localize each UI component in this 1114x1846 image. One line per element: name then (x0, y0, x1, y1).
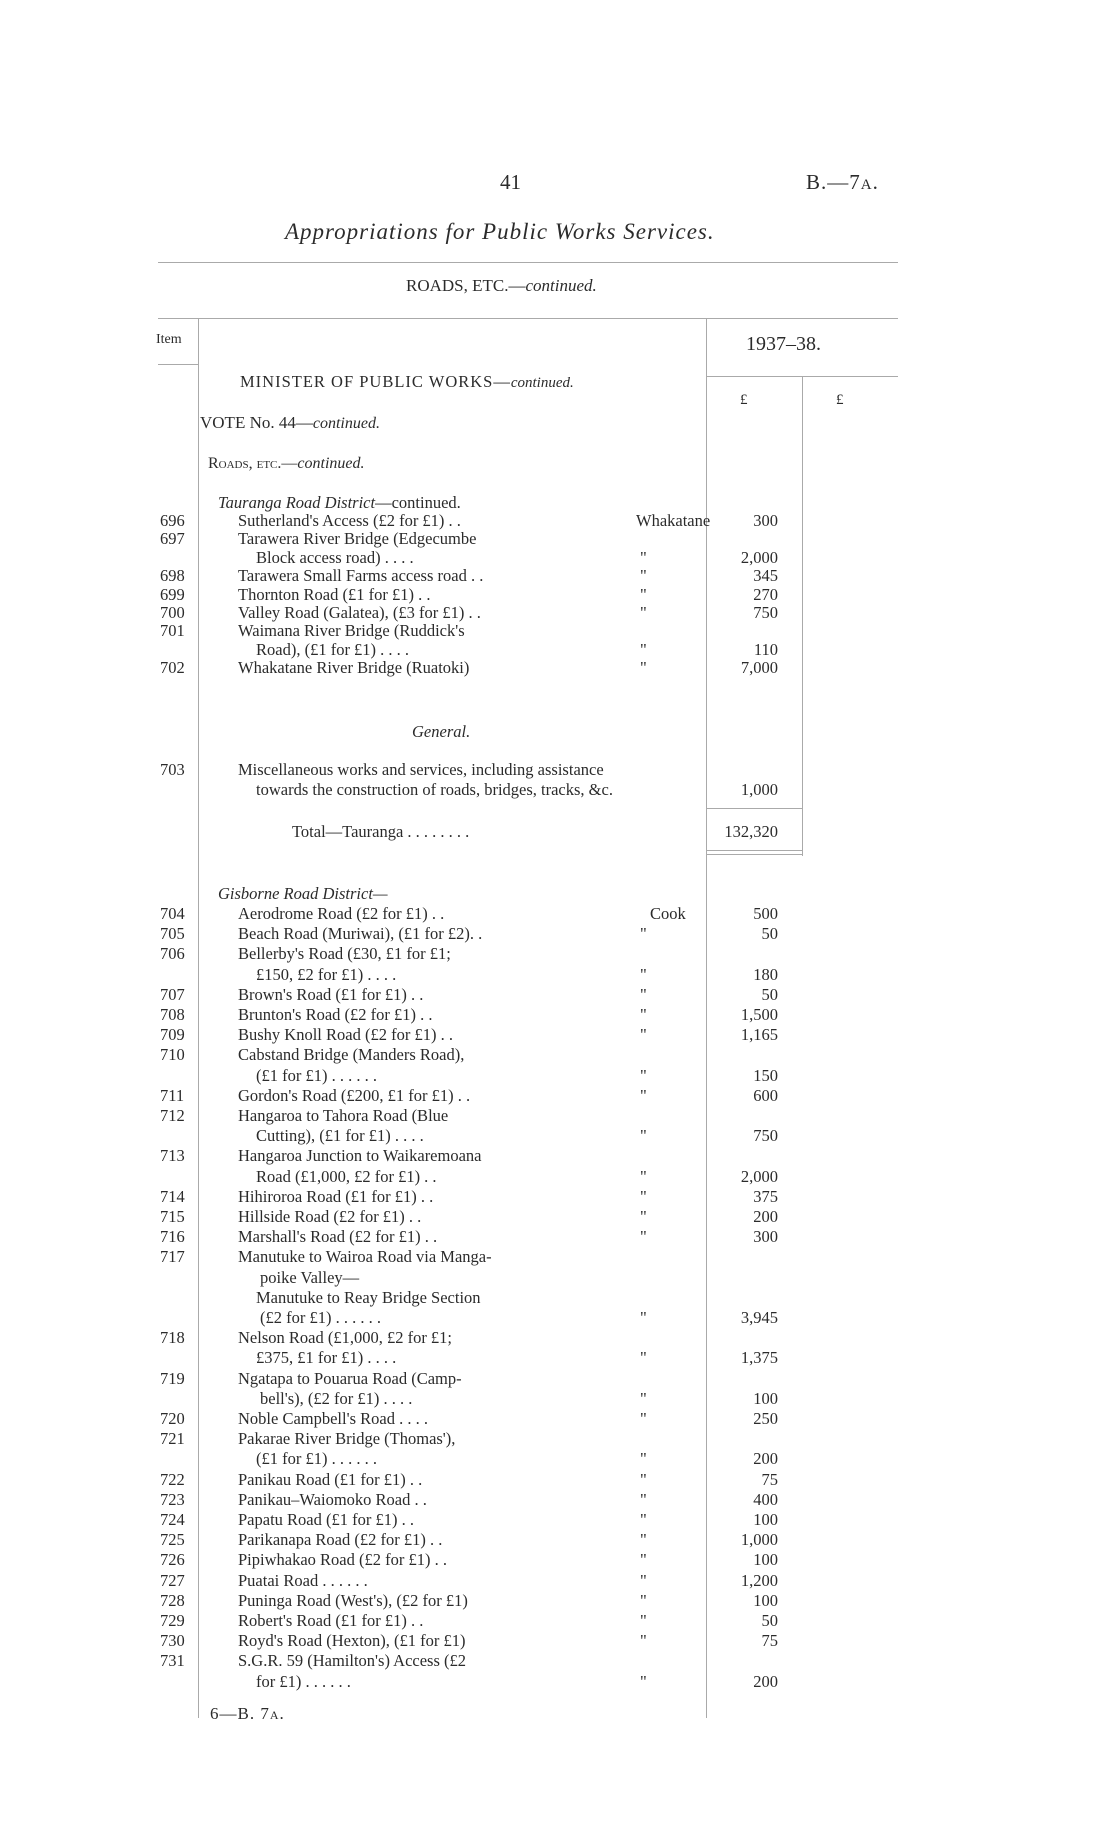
table-row (0, 1328, 1114, 1348)
table-row (0, 1672, 1114, 1692)
item-number: 705 (160, 924, 185, 944)
item-place: " (640, 1166, 647, 1186)
item-place: " (640, 1550, 647, 1570)
table-row (0, 658, 1114, 678)
table-row (0, 1126, 1114, 1146)
item-place: " (640, 1530, 647, 1550)
item-number: 702 (160, 658, 185, 678)
table-row (0, 1005, 1114, 1025)
table-row (0, 1348, 1114, 1368)
table-row (0, 1187, 1114, 1207)
item-place: " (640, 1085, 647, 1105)
item-number: 727 (160, 1570, 185, 1590)
item-description: Noble Campbell's Road . . . . (238, 1409, 428, 1428)
item-amount: 750 (753, 603, 778, 622)
vote-label: VOTE No. 44— (200, 413, 313, 432)
item-place: " (640, 1611, 647, 1630)
item-amount: 2,000 (740, 1166, 778, 1186)
item-description: Nelson Road (£1,000, £2 for £1; (238, 1328, 453, 1348)
tauranga-district-name: Tauranga Road District (218, 493, 376, 512)
table-row (0, 1086, 1114, 1106)
item-amount: 1,375 (740, 1348, 778, 1368)
table-top-rule (158, 318, 898, 319)
table-row (0, 1449, 1114, 1469)
item-number: 704 (160, 904, 185, 923)
misc-amount-row (0, 780, 1114, 800)
item-place: " (640, 1005, 647, 1024)
item-amount: 1,500 (740, 1005, 778, 1024)
item-number: 730 (160, 1631, 185, 1651)
table-row (0, 1470, 1114, 1490)
item-number: 728 (160, 1590, 185, 1610)
item-amount: 1,200 (740, 1570, 778, 1590)
misc-item-line-1: Miscellaneous works and services, including assistance (238, 760, 604, 779)
document-code: B.—7a. (806, 170, 879, 194)
tauranga-district-suffix: —continued. (375, 493, 461, 512)
item-number: 725 (160, 1530, 185, 1550)
item-place: Cook (650, 904, 686, 923)
item-amount: 50 (761, 984, 778, 1004)
item-place: " (640, 547, 647, 567)
item-place: " (640, 603, 647, 622)
item-place: " (640, 1186, 647, 1206)
item-description: £375, £1 for £1) . . . . (256, 1348, 397, 1368)
minister-name: MINISTER OF PUBLIC WORKS— (240, 372, 511, 391)
page-title: Appropriations for Public Works Services. (285, 219, 715, 244)
page-number: 41 (500, 170, 521, 194)
item-number: 699 (160, 584, 185, 604)
item-place: " (640, 566, 647, 586)
item-description: Hihiroroa Road (£1 for £1) . . (238, 1186, 434, 1206)
item-description: (£2 for £1) . . . . . . (260, 1308, 381, 1327)
table-row (0, 566, 1114, 586)
item-description: Parikanapa Road (£2 for £1) . . (238, 1530, 443, 1550)
table-row (0, 1389, 1114, 1409)
item-number: 718 (160, 1328, 185, 1348)
section-heading-text: ROADS, ETC.— (406, 276, 526, 295)
item-description: Tarawera Small Farms access road . . (238, 566, 484, 586)
item-amount: 1,000 (740, 1530, 778, 1550)
item-description: Thornton Road (£1 for £1) . . (238, 584, 431, 604)
item-place: " (640, 1671, 647, 1691)
roads-label: Roads, etc.— (208, 455, 298, 472)
item-amount: 3,945 (740, 1308, 778, 1327)
item-description: Waimana River Bridge (Ruddick's (238, 621, 465, 641)
item-description: Hangaroa Junction to Waikaremoana (238, 1146, 482, 1166)
item-amount: 400 (753, 1489, 778, 1509)
item-amount: 180 (753, 964, 778, 984)
item-description: Pipiwhakao Road (£2 for £1) . . (238, 1550, 447, 1570)
item-description: Royd's Road (Hexton), (£1 for £1) (238, 1631, 466, 1651)
tauranga-district-heading (218, 493, 461, 513)
table-row (0, 1510, 1114, 1530)
item-number: 717 (160, 1247, 185, 1267)
item-description: Manutuke to Reay Bridge Section (256, 1287, 481, 1307)
item-place: " (640, 1126, 647, 1146)
item-description: Panikau–Waiomoko Road . . (238, 1489, 427, 1509)
table-row (0, 965, 1114, 985)
item-place: " (640, 1388, 647, 1408)
item-place: " (640, 584, 647, 604)
item-place: " (640, 1489, 647, 1509)
item-number: 707 (160, 984, 185, 1004)
table-row (0, 603, 1114, 623)
minister-heading (240, 372, 574, 392)
item-number: 706 (160, 944, 185, 964)
item-description: Panikau Road (£1 for £1) . . (238, 1469, 423, 1489)
item-amount: 750 (753, 1126, 778, 1146)
table-row (0, 640, 1114, 660)
item-number: 726 (160, 1550, 185, 1570)
item-description: S.G.R. 59 (Hamilton's) Access (£2 (238, 1651, 466, 1671)
item-number: 729 (160, 1611, 185, 1630)
item-place: " (640, 924, 647, 944)
item-amount: 1,165 (740, 1025, 778, 1045)
table-row (0, 1550, 1114, 1570)
item-place: " (640, 984, 647, 1004)
table-row (0, 1106, 1114, 1126)
table-row (0, 1571, 1114, 1591)
item-description: Puatai Road . . . . . . (238, 1570, 368, 1590)
item-amount: 500 (753, 904, 778, 923)
item-place: " (640, 639, 647, 659)
table-row (0, 1268, 1114, 1288)
table-row (0, 944, 1114, 964)
item-description: Block access road) . . . . (256, 547, 414, 567)
gisborne-district-name: Gisborne Road District— (218, 884, 388, 903)
item-description: (£1 for £1) . . . . . . (256, 1065, 377, 1085)
table-row (0, 1288, 1114, 1308)
item-description: Papatu Road (£1 for £1) . . (238, 1510, 414, 1529)
table-row (0, 1066, 1114, 1086)
item-amount: 300 (753, 511, 778, 530)
item-place: " (640, 1207, 647, 1226)
item-place: " (640, 1469, 647, 1489)
item-place: " (640, 1065, 647, 1085)
item-number: 711 (160, 1085, 185, 1105)
table-row (0, 1429, 1114, 1449)
table-row (0, 529, 1114, 549)
item-number: 715 (160, 1207, 185, 1226)
table-row (0, 1651, 1114, 1671)
item-amount: 2,000 (740, 547, 778, 567)
item-column-header: Item (156, 332, 182, 347)
misc-item-amount: 1,000 (740, 780, 778, 799)
item-number: 724 (160, 1510, 185, 1529)
item-place: " (640, 1025, 647, 1045)
table-row (0, 1409, 1114, 1429)
item-place: " (640, 1308, 647, 1327)
table-row (0, 904, 1114, 924)
item-number: 709 (160, 1025, 185, 1045)
table-row (0, 1025, 1114, 1045)
item-amount: 100 (753, 1510, 778, 1529)
item-amount: 50 (761, 1611, 778, 1630)
item-number: 723 (160, 1489, 185, 1509)
item-amount: 100 (753, 1550, 778, 1570)
item-number: 701 (160, 621, 185, 641)
table-row (0, 1227, 1114, 1247)
vote-heading (200, 413, 380, 433)
table-row (0, 1146, 1114, 1166)
item-description: Puninga Road (West's), (£2 for £1) (238, 1590, 468, 1610)
item-place: " (640, 1510, 647, 1529)
gisborne-district-heading (218, 884, 388, 904)
item-place: " (640, 1590, 647, 1610)
item-amount: 600 (753, 1085, 778, 1105)
item-description: Tarawera River Bridge (Edgecumbe (238, 529, 477, 549)
total-top-rule (706, 808, 802, 809)
table-row (0, 1631, 1114, 1651)
roads-subheading (208, 455, 365, 473)
item-description: Hangaroa to Tahora Road (Blue (238, 1106, 449, 1125)
table-row (0, 1045, 1114, 1065)
item-amount: 200 (753, 1207, 778, 1226)
item-amount: 200 (753, 1671, 778, 1691)
vote-continued: continued. (312, 415, 380, 432)
item-description: for £1) . . . . . . (256, 1671, 351, 1691)
item-place: " (640, 1631, 647, 1651)
total-amount: 132,320 (724, 822, 778, 841)
item-description: Brown's Road (£1 for £1) . . (238, 984, 424, 1004)
item-place: Whakatane (636, 511, 711, 530)
total-row (0, 822, 1114, 842)
item-amount: 100 (753, 1388, 778, 1408)
misc-item-number: 703 (160, 760, 185, 779)
table-row (0, 924, 1114, 944)
item-description: Marshall's Road (£2 for £1) . . (238, 1227, 438, 1247)
item-amount: 50 (761, 924, 778, 944)
item-place: " (640, 964, 647, 984)
table-row (0, 621, 1114, 641)
item-number: 700 (160, 603, 185, 622)
item-number: 713 (160, 1146, 185, 1166)
item-header-rule (158, 364, 198, 365)
title-rule (158, 262, 898, 263)
item-number: 712 (160, 1106, 185, 1125)
item-description: Brunton's Road (£2 for £1) . . (238, 1005, 433, 1024)
item-amount: 7,000 (740, 658, 778, 678)
minister-continued: continued. (510, 375, 574, 391)
section-heading (406, 276, 597, 296)
item-description: Hillside Road (£2 for £1) . . (238, 1207, 422, 1226)
item-place: " (640, 1348, 647, 1368)
year-column-header: 1937–38. (746, 333, 821, 355)
item-description: Sutherland's Access (£2 for £1) . . (238, 511, 461, 530)
item-description: poike Valley— (260, 1267, 360, 1287)
item-place: " (640, 1570, 647, 1590)
item-place: " (640, 1409, 647, 1428)
item-description: Valley Road (Galatea), (£3 for £1) . . (238, 603, 481, 622)
item-number: 731 (160, 1651, 185, 1671)
item-number: 716 (160, 1227, 185, 1247)
item-number: 722 (160, 1469, 185, 1489)
item-number: 696 (160, 511, 185, 530)
table-row (0, 1611, 1114, 1631)
item-description: £150, £2 for £1) . . . . (256, 964, 397, 984)
item-amount: 75 (761, 1631, 778, 1651)
item-place: " (640, 658, 647, 678)
item-description: Road), (£1 for £1) . . . . (256, 639, 410, 659)
item-amount: 300 (753, 1227, 778, 1247)
misc-item-line-2: towards the construction of roads, bridges, tracks, &c. (256, 780, 613, 799)
item-description: Manutuke to Wairoa Road via Manga- (238, 1247, 492, 1267)
item-description: Bushy Knoll Road (£2 for £1) . . (238, 1025, 453, 1045)
table-row (0, 1490, 1114, 1510)
item-amount: 250 (753, 1409, 778, 1428)
item-amount: 270 (753, 584, 778, 604)
item-amount: 345 (753, 566, 778, 586)
item-description: Gordon's Road (£200, £1 for £1) . . (238, 1085, 471, 1105)
item-number: 697 (160, 529, 185, 549)
item-amount: 110 (753, 639, 778, 659)
item-place: " (640, 1227, 647, 1247)
roads-continued: continued. (297, 455, 365, 472)
item-number: 710 (160, 1045, 185, 1065)
item-description: Cabstand Bridge (Manders Road), (238, 1045, 465, 1065)
item-number: 719 (160, 1368, 185, 1388)
table-row (0, 1207, 1114, 1227)
table-row (0, 548, 1114, 568)
table-row (0, 511, 1114, 531)
item-description: Robert's Road (£1 for £1) . . (238, 1611, 424, 1630)
general-heading: General. (412, 722, 471, 741)
item-description: Road (£1,000, £2 for £1) . . (256, 1166, 437, 1186)
total-bottom-rule-2 (706, 854, 802, 855)
item-amount: 100 (753, 1590, 778, 1610)
pound-symbol-2: £ (836, 392, 844, 408)
table-row (0, 985, 1114, 1005)
item-description: Beach Road (Muriwai), (£1 for £2). . (238, 924, 483, 944)
item-description: Whakatane River Bridge (Ruatoki) (238, 658, 470, 678)
item-amount: 150 (753, 1065, 778, 1085)
item-description: Aerodrome Road (£2 for £1) . . (238, 904, 445, 923)
item-amount: 375 (753, 1186, 778, 1206)
total-bottom-rule (706, 850, 802, 851)
table-row (0, 1308, 1114, 1328)
item-description: bell's), (£2 for £1) . . . . (260, 1388, 413, 1408)
item-number: 714 (160, 1186, 185, 1206)
item-amount: 200 (753, 1449, 778, 1469)
table-row (0, 1591, 1114, 1611)
item-description: Bellerby's Road (£30, £1 for £1; (238, 944, 451, 964)
item-number: 698 (160, 566, 185, 586)
page-footer: 6—B. 7a. (210, 1704, 285, 1723)
item-description: Pakarae River Bridge (Thomas'), (238, 1429, 456, 1449)
item-number: 720 (160, 1409, 185, 1428)
total-label: Total—Tauranga . . . . . . . . (292, 822, 470, 841)
item-number: 721 (160, 1429, 185, 1449)
table-row (0, 585, 1114, 605)
section-heading-continued: continued. (525, 276, 597, 295)
item-amount: 75 (761, 1469, 778, 1489)
table-row (0, 1369, 1114, 1389)
table-row (0, 1167, 1114, 1187)
item-description: Ngatapa to Pouarua Road (Camp- (238, 1368, 462, 1388)
item-description: (£1 for £1) . . . . . . (256, 1449, 377, 1469)
item-place: " (640, 1449, 647, 1469)
item-number: 708 (160, 1005, 185, 1024)
item-description: Cutting), (£1 for £1) . . . . (256, 1126, 424, 1146)
table-row (0, 1247, 1114, 1267)
table-row (0, 1530, 1114, 1550)
pound-symbol-1: £ (740, 392, 748, 408)
